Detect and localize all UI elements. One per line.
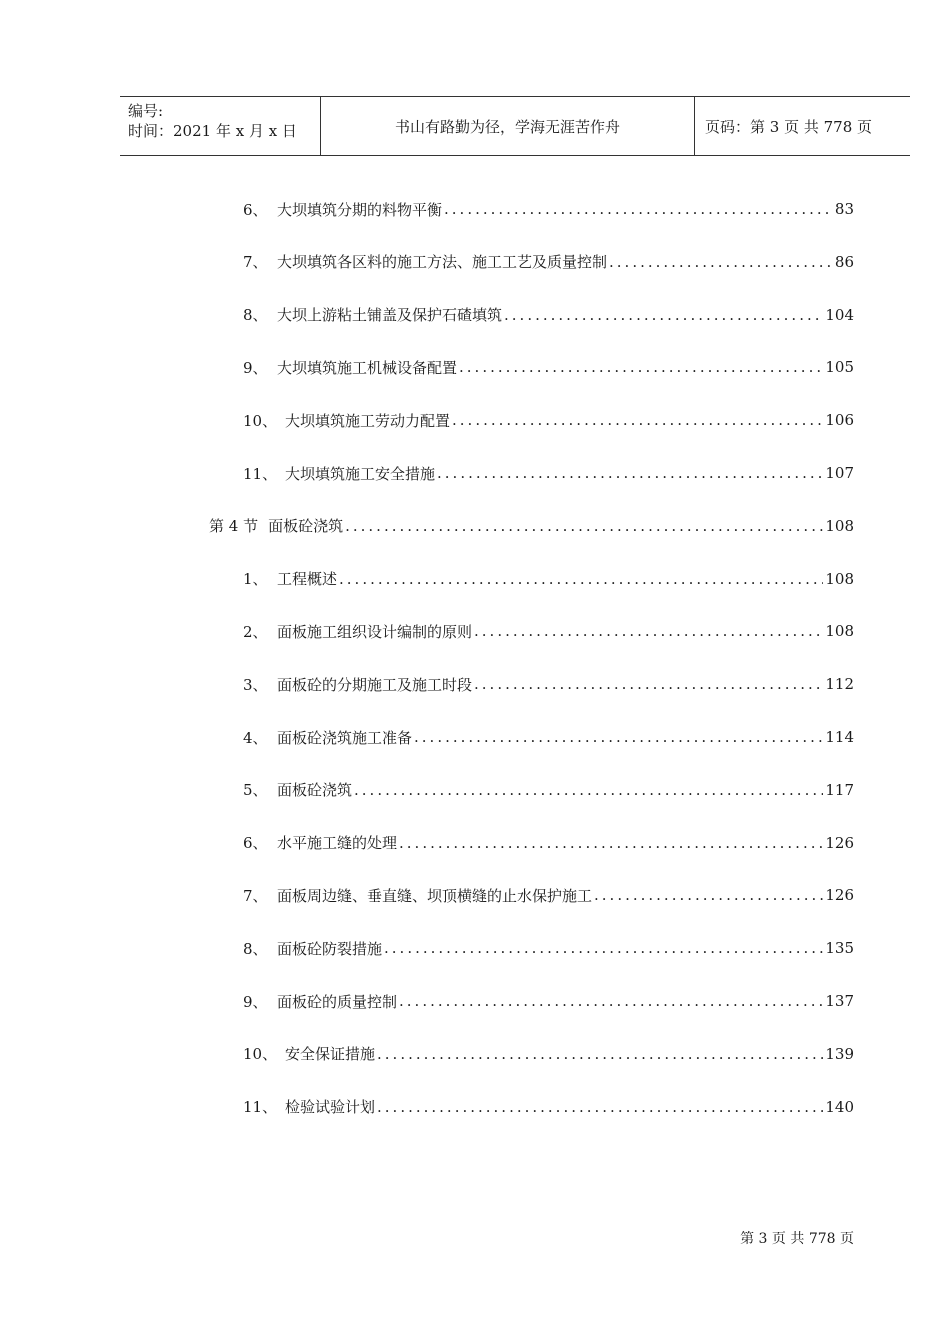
toc-entry-number: 5、 <box>243 781 268 800</box>
toc-entry-page: 106 <box>825 411 854 430</box>
toc-entry-page: 135 <box>825 939 854 958</box>
toc-entry-title: 大坝填筑施工安全措施 <box>285 464 436 483</box>
toc-entry-title: 检验试验计划 <box>285 1098 376 1117</box>
toc-entry-page: 140 <box>825 1097 854 1116</box>
toc-entry[interactable] <box>243 828 854 858</box>
toc-entry-title: 水平施工缝的处理 <box>277 834 398 853</box>
page-footer: 第 3 页 共 778 页 <box>740 1231 854 1247</box>
toc-leader-dots <box>339 570 823 588</box>
toc-entry-title: 面板砼浇筑施工准备 <box>277 728 413 747</box>
toc-entry[interactable] <box>243 669 854 699</box>
toc-entry[interactable] <box>243 194 854 224</box>
time-label: 时间：2021 年 x 月 x 日 <box>128 122 297 140</box>
toc-entry-title: 工程概述 <box>277 570 338 589</box>
toc-leader-dots <box>414 728 823 746</box>
toc-entry[interactable] <box>243 1039 854 1069</box>
toc-entry[interactable] <box>243 352 854 382</box>
toc-entry[interactable] <box>243 1092 854 1122</box>
toc-leader-dots <box>437 464 823 482</box>
toc-leader-dots <box>354 781 823 799</box>
toc-leader-dots <box>377 1098 823 1116</box>
toc-leader-dots <box>504 306 823 324</box>
toc-entry[interactable] <box>243 247 854 277</box>
toc-entry-page: 139 <box>825 1044 854 1063</box>
toc-entry-page: 108 <box>825 622 854 641</box>
toc-entry-page: 105 <box>825 358 854 377</box>
toc-entry-title: 大坝填筑各区料的施工方法、施工工艺及质量控制 <box>277 253 608 272</box>
toc-leader-dots <box>459 358 823 376</box>
toc-entry-page: 126 <box>825 833 854 852</box>
toc-entry-title: 面板砼的分期施工及施工时段 <box>277 675 473 694</box>
toc-entry-page: 104 <box>825 305 854 324</box>
toc-leader-dots <box>609 253 833 271</box>
toc-entry-number: 10、 <box>243 411 278 430</box>
toc-entry[interactable] <box>243 775 854 805</box>
toc-entry-title: 大坝填筑施工机械设备配置 <box>277 358 458 377</box>
toc-leader-dots <box>474 622 823 640</box>
toc-entry-page: 126 <box>825 886 854 905</box>
header-page-info: 页码：第 3 页 共 778 页 <box>705 117 873 136</box>
toc-entry-title: 面板砼防裂措施 <box>277 939 383 958</box>
toc-entry-title: 大坝填筑分期的料物平衡 <box>277 200 443 219</box>
toc-entry-title: 面板砼浇筑 <box>268 517 344 536</box>
toc-entry[interactable] <box>243 933 854 963</box>
toc-entry[interactable] <box>243 880 854 910</box>
toc-entry[interactable] <box>243 300 854 330</box>
toc-entry[interactable] <box>243 616 854 646</box>
toc-entry-page: 108 <box>825 516 854 535</box>
serial-label: 编号: <box>128 102 164 120</box>
toc-entry-number: 4、 <box>243 728 268 747</box>
header-meta-cell <box>120 97 321 155</box>
toc-entry-number: 1、 <box>243 570 268 589</box>
toc-entry-title: 面板砼浇筑 <box>277 781 353 800</box>
toc-leader-dots <box>474 675 823 693</box>
toc-entry-number: 6、 <box>243 834 268 853</box>
toc-entry-number: 8、 <box>243 939 268 958</box>
toc-entry-number: 6、 <box>243 200 268 219</box>
toc-leader-dots <box>399 834 823 852</box>
toc-entry-number: 9、 <box>243 992 268 1011</box>
toc-entry-page: 112 <box>825 675 854 694</box>
toc-entry-number: 7、 <box>243 253 268 272</box>
toc-entry[interactable] <box>209 511 854 541</box>
toc-leader-dots <box>452 411 823 429</box>
toc-leader-dots <box>377 1045 823 1063</box>
toc-entry[interactable] <box>243 458 854 488</box>
toc-leader-dots <box>594 886 823 904</box>
header-page-cell <box>695 97 910 155</box>
toc-entry-page: 137 <box>825 992 854 1010</box>
toc-leader-dots <box>444 200 833 218</box>
toc-entry-number: 7、 <box>243 886 268 905</box>
toc-entry-page: 117 <box>825 780 854 799</box>
toc-entry-number: 9、 <box>243 358 268 377</box>
toc-entry[interactable] <box>243 986 854 1016</box>
toc-entry-page: 83 <box>834 200 854 218</box>
toc-entry[interactable] <box>243 722 854 752</box>
toc-leader-dots <box>399 992 823 1010</box>
toc-entry-title: 面板砼的质量控制 <box>277 992 398 1011</box>
toc-entry-number: 2、 <box>243 622 268 641</box>
toc-entry-page: 86 <box>834 252 854 271</box>
toc-entry-title: 面板周边缝、垂直缝、坝顶横缝的止水保护施工 <box>277 886 593 905</box>
motto-text: 书山有路勤为径，学海无涯苦作舟 <box>394 117 620 136</box>
toc-entry-number: 8、 <box>243 306 268 325</box>
document-header <box>120 96 910 156</box>
toc-entry-page: 114 <box>825 728 854 746</box>
toc-entry-title: 大坝填筑施工劳动力配置 <box>285 411 451 430</box>
toc-entry[interactable] <box>243 405 854 435</box>
toc-entry-number: 11、 <box>243 1098 278 1117</box>
toc-entry-number: 3、 <box>243 675 268 694</box>
toc-entry-page: 107 <box>825 464 854 482</box>
toc-entry-title: 安全保证措施 <box>285 1045 376 1064</box>
toc-entry-number: 10、 <box>243 1045 278 1064</box>
toc-leader-dots <box>345 517 823 535</box>
toc-entry-title: 大坝上游粘土铺盖及保护石碴填筑 <box>277 306 503 325</box>
toc-entry-number: 第 4 节 <box>209 517 259 536</box>
toc-entry-number: 11、 <box>243 464 278 483</box>
toc-entry[interactable] <box>243 564 854 594</box>
toc-entry-title: 面板施工组织设计编制的原则 <box>277 622 473 641</box>
header-motto-cell <box>321 97 695 155</box>
toc-leader-dots <box>384 939 823 957</box>
toc-entry-page: 108 <box>825 569 854 588</box>
